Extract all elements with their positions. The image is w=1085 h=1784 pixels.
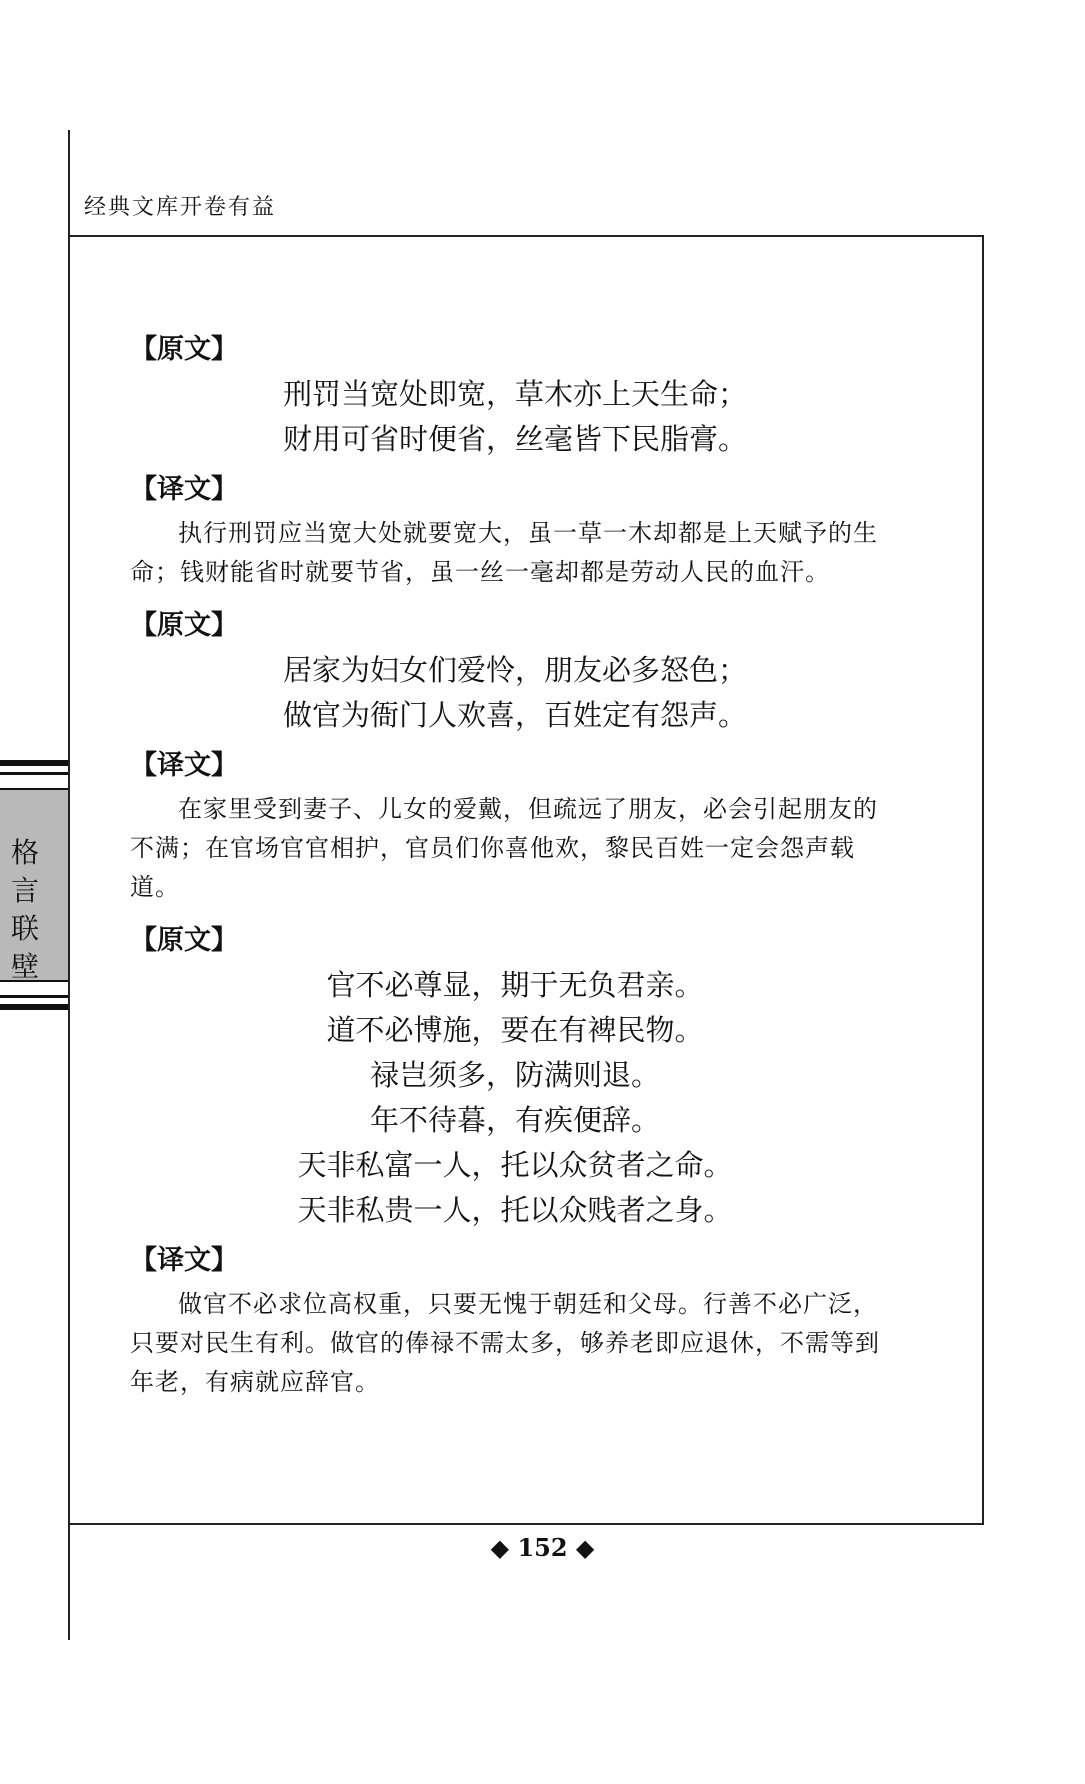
tab-stripe	[0, 995, 68, 998]
section-heading: 【原文】	[130, 610, 238, 641]
side-tab-label: 格 言 联 壁	[10, 836, 39, 983]
running-header: 经典文库开卷有益	[84, 195, 277, 220]
translation-text: 执行刑罚应当宽大处就要宽大，虽一草一木却都是上天赋予的生命；钱财能省时就要节省，虽一丝一毫却都是劳动人民的血汗。	[130, 519, 878, 586]
poem-line: 官不必尊显，期于无负君亲。	[326, 968, 704, 1002]
original-text	[130, 648, 900, 738]
poem-line: 道不必博施，要在有裨民物。	[326, 1013, 704, 1047]
poem-line: 天非私富一人，托以众贫者之命。	[297, 1148, 733, 1182]
poem-line: 刑罚当宽处即宽，草木亦上天生命；	[282, 377, 747, 411]
section-heading: 【原文】	[130, 334, 238, 365]
poem-line: 居家为妇女们爱怜，朋友必多怒色；	[282, 653, 747, 687]
tab-body	[0, 788, 68, 982]
poem-line: 天非私贵一人，托以众贱者之身。	[297, 1193, 733, 1227]
section-heading: 【译文】	[130, 474, 238, 505]
translation-text: 做官不必求位高权重，只要无愧于朝廷和父母。行善不必广泛，只要对民生有利。做官的俸禄不需太多，够养老即应退休，不需等到年老，有病就应辞官。	[130, 1290, 880, 1396]
poem-line: 年不待暮，有疾便辞。	[369, 1103, 660, 1137]
page-number: ◆ 152 ◆	[490, 1533, 595, 1562]
section-heading: 【译文】	[130, 750, 238, 781]
tab-stripe	[0, 1004, 68, 1010]
original-text	[130, 372, 900, 462]
translation-text: 在家里受到妻子、儿女的爱戴，但疏远了朋友，必会引起朋友的不满；在官场官官相护，官员们你喜他欢，黎民百姓一定会怨声载道。	[130, 795, 878, 901]
original-text	[130, 963, 900, 1233]
tab-stripe	[0, 760, 68, 766]
poem-line: 财用可省时便省，丝毫皆下民脂膏。	[282, 422, 747, 456]
poem-line: 禄岂须多，防满则退。	[369, 1058, 660, 1092]
main-content	[130, 330, 900, 1416]
tab-stripe	[0, 772, 68, 775]
section-heading: 【原文】	[130, 925, 238, 956]
section-heading: 【译文】	[130, 1245, 238, 1276]
side-tab	[0, 760, 68, 1010]
poem-line: 做官为衙门人欢喜，百姓定有怨声。	[282, 698, 747, 732]
